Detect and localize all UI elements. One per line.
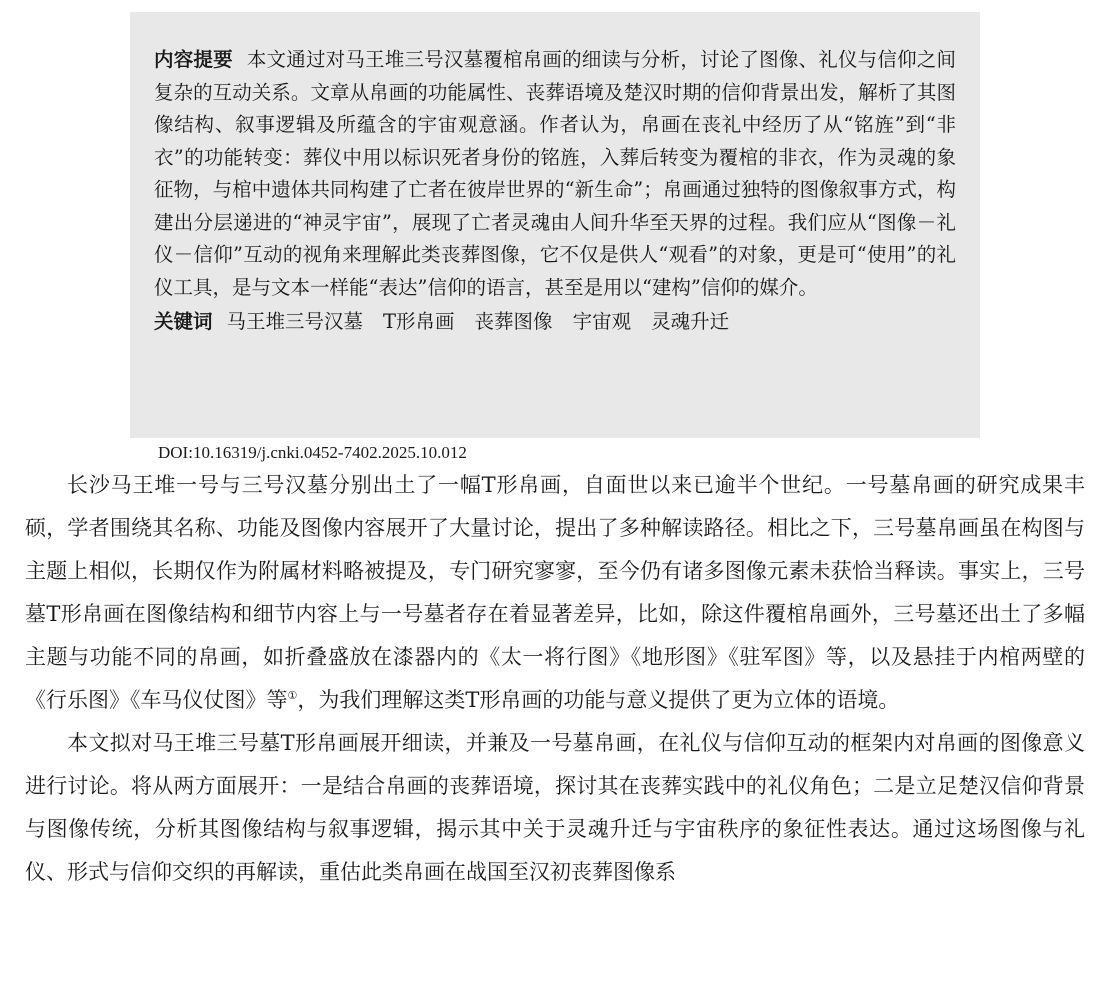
abstract-paragraph <box>154 44 956 304</box>
body-text <box>25 464 1085 894</box>
abstract-text: 本文通过对马王堆三号汉墓覆棺帛画的细读与分析，讨论了图像、礼仪与信仰之间复杂的互动关系。文章从帛画的功能属性、丧葬语境及楚汉时期的信仰背景出发，解析了其图像结构、叙事逻辑及所蕴含的宇宙观意涵。作者认为，帛画在丧礼中经历了从“铭旌”到“非衣”的功能转变：葬仪中用以标识死者身份的铭旌，入葬后转变为覆棺的非衣，作为灵魂的象征物，与棺中遗体共同构建了亡者在彼岸世界的“新生命”；帛画通过独特的图像叙事方式，构建出分层递进的“神灵宇宙”，展现了亡者灵魂由人间升华至天界的过程。我们应从“图像－礼仪－信仰”互动的视角来理解此类丧葬图像，它不仅是供人“观看”的对象，更是可“使用”的礼仪工具，是与文本一样能“表达”信仰的语言，甚至是用以“建构”信仰的媒介。 <box>154 48 956 299</box>
doi: DOI:10.16319/j.cnki.0452-7402.2025.10.012 <box>158 443 467 462</box>
keyword: 马王堆三号汉墓 <box>226 310 364 333</box>
footnote-marker[interactable]: ① <box>287 689 298 702</box>
keywords-label: 关键词 <box>154 310 213 333</box>
keyword: 灵魂升迁 <box>651 310 730 333</box>
keyword: T形帛画 <box>383 310 455 333</box>
body-p1-text-b: ，为我们理解这类T形帛画的功能与意义提供了更为立体的语境。 <box>297 688 900 712</box>
keyword: 宇宙观 <box>572 310 632 333</box>
keyword: 丧葬图像 <box>474 310 553 333</box>
body-paragraph-2: 本文拟对马王堆三号墓T形帛画展开细读，并兼及一号墓帛画，在礼仪与信仰互动的框架内对帛画的图像意义进行讨论。将从两方面展开：一是结合帛画的丧葬语境，探讨其在丧葬实践中的礼仪角色；二是立足楚汉信仰背景与图像传统，分析其图像结构与叙事逻辑，揭示其中关于灵魂升迁与宇宙秩序的象征性表达。通过这场图像与礼仪、形式与信仰交织的再解读，重估此类帛画在战国至汉初丧葬图像系 <box>25 731 1085 884</box>
body-paragraph-1 <box>25 464 1085 722</box>
abstract-label: 内容提要 <box>154 48 233 71</box>
abstract-box <box>130 12 980 438</box>
body-p1-text-a: 长沙马王堆一号与三号汉墓分别出土了一幅T形帛画，自面世以来已逾半个世纪。一号墓帛画的研究成果丰硕，学者围绕其名称、功能及图像内容展开了大量讨论，提出了多种解读路径。相比之下，三号墓帛画虽在构图与主题上相似，长期仅作为附属材料略被提及，专门研究寥寥，至今仍有诸多图像元素未获恰当释读。事实上，三号墓T形帛画在图像结构和细节内容上与一号墓者存在着显著差异，比如，除这件覆棺帛画外，三号墓还出土了多幅主题与功能不同的帛画，如折叠盛放在漆器内的《太一将行图》《地形图》《驻军图》等，以及悬挂于内棺两壁的《行乐图》《车马仪仗图》等 <box>25 473 1085 712</box>
keywords-line <box>154 306 956 339</box>
